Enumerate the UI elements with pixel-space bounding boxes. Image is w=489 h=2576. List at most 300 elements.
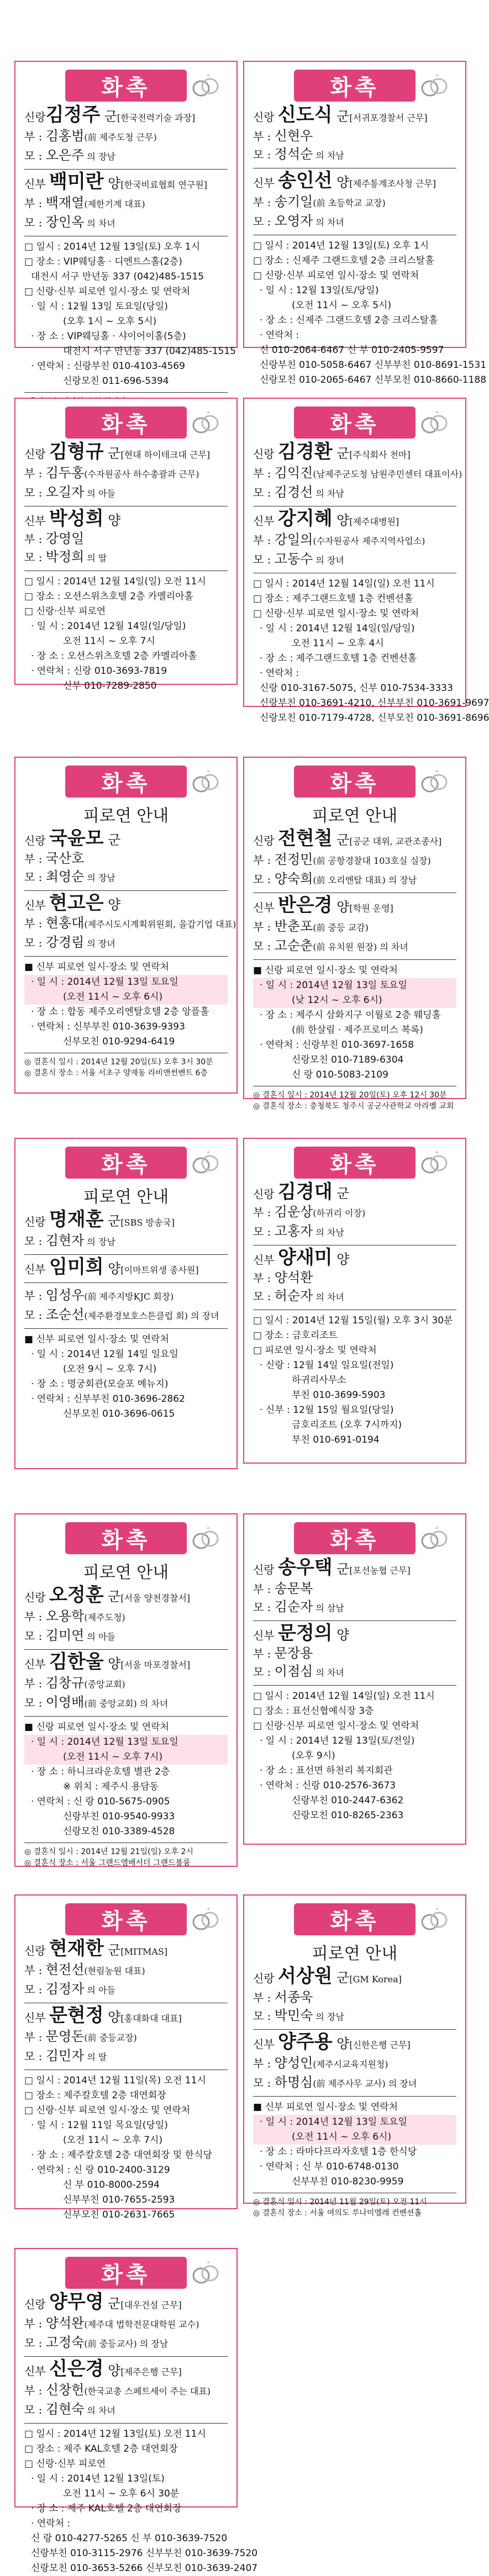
- parent-name: 김현자: [45, 1233, 85, 1248]
- family-role: 부 :: [253, 130, 275, 143]
- family-role: 부 :: [24, 917, 46, 930]
- event-info-line: 하귀리사무소: [292, 1375, 346, 1386]
- wedding-rings-icon: [419, 1905, 450, 1933]
- family-detail: (제주도청): [84, 1612, 125, 1623]
- event-info-line: □ 장소 : 제주칼호텔 2층 대연회장: [24, 2090, 166, 2101]
- couple-name: 양새미: [278, 1247, 333, 1269]
- event-info-line: ■ 신랑 피로연 일시·장소 및 연락처: [253, 965, 398, 976]
- family-role: 신부: [253, 176, 278, 189]
- event-info-line: □ 일시 : 2014년 12월 13일(토) 오후 1시: [253, 240, 429, 251]
- family-detail: 의 차남: [313, 150, 344, 161]
- event-info-line: □ 장소 : 신제주 그랜드호텔 2층 크리스탈홀: [253, 255, 434, 266]
- event-info-line: (오전 11시 ~ 오후 7시): [24, 1750, 228, 1765]
- couple-suffix: 군: [332, 109, 350, 124]
- event-info-line: 신랑모친 010-2065-6467 신부모친 010-8660-1188: [260, 374, 487, 386]
- notice-header-badge: [294, 1903, 416, 1935]
- family-detail: [신한은행 근무]: [349, 2040, 411, 2050]
- family-detail: (제주대 법학전문대학원 교수): [84, 2319, 199, 2330]
- notice-header-badge: [65, 407, 187, 439]
- event-info-line: ■ 신부 피로연 일시·장소 및 연락처: [24, 962, 169, 973]
- couple-name: 문정의: [278, 1622, 333, 1644]
- family-role: 모 :: [253, 2076, 275, 2089]
- couple-suffix: 군: [103, 1213, 121, 1229]
- parent-name: 양석완: [45, 2315, 85, 2331]
- family-line: [253, 1598, 456, 1617]
- family-role: 모 :: [253, 215, 275, 228]
- couple-name: 현재한: [49, 1938, 104, 1960]
- family-line: [253, 851, 456, 870]
- couple-suffix: 군: [103, 2296, 121, 2311]
- wedding-notice-card: [14, 61, 238, 387]
- family-role: 모 :: [253, 873, 275, 886]
- family-detail: 의 차녀: [313, 217, 344, 228]
- wedding-rings-icon: [419, 409, 450, 436]
- family-line: [24, 106, 228, 127]
- couple-suffix: 양: [332, 1627, 350, 1643]
- notice-header-badge: [65, 1903, 187, 1935]
- family-line: [253, 510, 456, 531]
- couple-name: 국윤모: [49, 827, 104, 849]
- family-detail: (하귀리 이장): [313, 1208, 366, 1218]
- parent-name: 고동수: [274, 551, 313, 567]
- family-line: [24, 127, 228, 146]
- couple-name: 현고은: [49, 892, 104, 914]
- family-detail: (수자원공사 하수총괄과 근무): [84, 469, 199, 479]
- family-role: 신부: [24, 899, 49, 912]
- event-info-line: (오전 11시 ~ 오후 6시): [253, 2130, 456, 2145]
- family-role: 모 :: [253, 1225, 275, 1238]
- event-info-line: 부친 010-3699-5903: [292, 1390, 386, 1401]
- footnote: ◎ 결혼식 일시 : 2014년 11월 29일(토) 오전 11시: [253, 2198, 427, 2207]
- divider: [24, 2356, 228, 2357]
- family-line: [24, 213, 228, 233]
- parent-name: 고정숙: [45, 2335, 85, 2350]
- event-info-line: 신부모친 010-2631-7665: [63, 2209, 175, 2220]
- couple-suffix: 군: [100, 109, 118, 124]
- family-detail: (제주환경보호스튼클럽 회) 의 장녀: [84, 1311, 219, 1321]
- family-role: 모 :: [253, 1665, 275, 1678]
- couple-name: 김경환: [278, 441, 333, 463]
- family-role: 부 :: [253, 1271, 275, 1285]
- family-line: [253, 1183, 456, 1203]
- divider: [253, 1685, 456, 1686]
- family-line: [24, 1258, 228, 1279]
- family-line: [24, 1306, 228, 1325]
- family-role: 모 :: [24, 2403, 46, 2416]
- family-role: 모 :: [24, 1696, 46, 1709]
- family-line: [24, 2314, 228, 2334]
- family-line: [24, 849, 228, 868]
- event-info-line: □ 장소 : 오션스위츠호텔 2층 카멜리아홀: [24, 591, 193, 602]
- parent-name: 신창헌: [45, 2382, 85, 2398]
- parent-name: 송기일: [274, 194, 313, 209]
- family-role: 신부: [24, 514, 49, 527]
- family-detail: 의 삼남: [313, 1603, 344, 1613]
- divider: [24, 1254, 228, 1255]
- family-role: 신부: [253, 1253, 278, 1266]
- family-detail: 의 장녀: [313, 555, 344, 566]
- couple-name: 김경대: [278, 1181, 333, 1203]
- event-info-line: · 연락처 : 신랑 010-2576-3673: [260, 1780, 396, 1791]
- couple-name: 명재훈: [49, 1208, 104, 1231]
- event-info-line: 대전시 서구 만년동 337 (042)485-1515: [63, 346, 236, 357]
- family-line: [253, 1624, 456, 1644]
- family-role: 부 :: [253, 1647, 275, 1660]
- family-role: 모 :: [24, 1234, 46, 1248]
- couple-name: 백미란: [49, 171, 104, 193]
- parent-name: 김경선: [274, 484, 313, 500]
- divider: [253, 1620, 456, 1621]
- family-role: 모 :: [253, 553, 275, 566]
- notice-header-badge: [65, 766, 187, 798]
- family-detail: [이마트위생 종사원]: [120, 1265, 199, 1275]
- badge-text: 화촉: [101, 770, 151, 796]
- event-info-line: · 장 소 : 제주시 삼화지구 이월로 2층 웨딩홀: [260, 1010, 441, 1021]
- family-detail: 의 아들: [84, 1985, 115, 1996]
- family-line: [24, 548, 228, 567]
- event-info-line: · 신부 : 12월 15일 월요일(당일): [260, 1405, 394, 1416]
- family-detail: [학원 운영]: [349, 903, 393, 914]
- family-line: [253, 827, 456, 851]
- family-role: 모 :: [24, 2050, 46, 2063]
- family-detail: [주식회사 천마]: [349, 450, 411, 460]
- family-line: [24, 1693, 228, 1713]
- family-line: [24, 2334, 228, 2353]
- couple-suffix: 양: [332, 1252, 350, 1267]
- family-detail: 의 차녀: [84, 2405, 115, 2416]
- badge-text: 화촉: [101, 1527, 151, 1553]
- notice-header-badge: [65, 2257, 187, 2289]
- event-info-line: (오전 11시 ~ 오후 6시): [24, 990, 228, 1005]
- event-info-line: · 연락처 :: [31, 2518, 71, 2529]
- divider: [253, 2029, 456, 2030]
- event-info-line: □ 일시 : 2014년 12월 14일(일) 오전 11시: [253, 1691, 435, 1702]
- family-line: [253, 531, 456, 550]
- couple-suffix: 군: [103, 1942, 121, 1958]
- family-line: [24, 483, 228, 503]
- family-role: 부 :: [253, 1206, 275, 1219]
- wedding-notice-card: [14, 2248, 258, 2574]
- family-role: 신랑: [24, 1591, 49, 1604]
- wedding-notice-card: [243, 1138, 466, 1464]
- family-role: 모 :: [253, 2009, 275, 2023]
- event-info-line: □ 장소 : 제주그랜드호텔 1층 컨벤션홀: [253, 593, 413, 604]
- event-info-line: □ 일시 : 2014년 12월 15일(월) 오후 3시 30분: [253, 1315, 453, 1326]
- family-line: [253, 1556, 456, 1580]
- wedding-rings-icon: [419, 1524, 450, 1552]
- wedding-rings-icon: [419, 1149, 450, 1176]
- family-line: [24, 2360, 228, 2381]
- family-line: [24, 933, 228, 953]
- event-info-line: · 장 소 : 표선면 하천리 복지회관: [260, 1765, 393, 1776]
- family-role: 모 :: [24, 2336, 46, 2350]
- badge-text: 화촉: [330, 411, 380, 437]
- family-role: 신랑: [24, 834, 49, 847]
- event-info-line: □ 장소 : 금호리조트: [253, 1330, 338, 1341]
- family-line: [24, 173, 228, 194]
- family-detail: [서귀포경찰서 근무]: [349, 113, 428, 123]
- event-info-line: □ 일시 : 2014년 12월 14일(일) 오전 11시: [253, 578, 435, 589]
- badge-text: 화촉: [101, 75, 151, 101]
- family-role: 신랑: [24, 1215, 49, 1228]
- event-info-line: 오전 11시 ~ 오후 6시 30분: [63, 2488, 180, 2499]
- family-line: [253, 172, 456, 193]
- event-info-line: 신랑모친 010-8265-2363: [292, 1810, 404, 1821]
- notice-header-badge: [65, 70, 187, 102]
- event-info-line: · 일 시 : 2014년 12월 14일(일/당일): [260, 623, 415, 634]
- event-info-line: □ 신랑·신부 피로연: [24, 2458, 106, 2469]
- family-detail: 의 장남: [313, 2012, 344, 2022]
- wedding-notice-card: [243, 1513, 466, 1845]
- wedding-notice-card: [243, 757, 466, 1111]
- reception-notice-title: 피로연 안내: [83, 1187, 169, 1207]
- event-info-line: · 장 소 : 라마다프라자호텔 1층 한식당: [260, 2146, 417, 2157]
- family-role: 부 :: [253, 467, 275, 480]
- parent-name: 김창규: [45, 1675, 85, 1691]
- family-detail: (前 중등교장): [84, 2033, 137, 2043]
- family-role: 신랑: [253, 110, 278, 124]
- couple-suffix: 군: [103, 832, 121, 848]
- parent-name: 김현숙: [45, 2401, 85, 2417]
- parent-name: 백재열: [45, 195, 85, 210]
- event-info-line: · 장 소 : 제주그랜드호텔 1층 컨벤션홀: [260, 653, 417, 664]
- event-info-line: (낮 12시 ~ 오후 6시): [253, 993, 456, 1008]
- divider: [24, 1716, 228, 1717]
- notice-header-badge: [294, 766, 416, 798]
- couple-name: 반은경: [278, 894, 333, 916]
- family-line: [253, 145, 456, 165]
- family-line: [253, 443, 456, 464]
- couple-suffix: 군: [103, 1589, 121, 1604]
- event-info-line: 신랑모친 010-3653-5266 신부모친 010-3639-2407: [31, 2563, 258, 2574]
- couple-name: 신은경: [49, 2358, 104, 2380]
- family-line: [24, 1653, 228, 1674]
- family-line: [253, 2073, 456, 2093]
- event-info-line: · 신랑 : 12월 14일 일요일(전일): [260, 1360, 394, 1371]
- family-role: 신랑: [253, 1972, 278, 1985]
- family-role: 신부: [253, 1629, 278, 1642]
- family-line: [24, 146, 228, 166]
- family-role: 신부: [253, 2037, 278, 2051]
- couple-name: 임미희: [49, 1256, 104, 1278]
- event-info-line: □ 일시 : 2014년 12월 14일(일) 오전 11시: [24, 576, 206, 587]
- event-info-line: 신랑모친 011-696-5394: [63, 376, 169, 387]
- parent-name: 오용학: [45, 1608, 85, 1624]
- parent-name: 오영자: [274, 213, 313, 229]
- footnote: ◎ 결혼식 장소 : 서울 서초구 양재동 라비앤썬벤트 6층: [24, 1069, 208, 1078]
- family-line: [253, 106, 456, 127]
- reception-notice-title: 피로연 안내: [83, 806, 169, 826]
- family-line: [24, 530, 228, 548]
- couple-suffix: 양: [332, 899, 350, 915]
- parent-name: 박정희: [45, 549, 85, 564]
- family-role: 부 :: [253, 853, 275, 867]
- family-detail: [대우건설 근무]: [120, 2300, 182, 2310]
- family-detail: 의 장남: [84, 151, 115, 162]
- family-line: [24, 894, 228, 914]
- family-line: [24, 914, 236, 933]
- family-detail: [홍대화대 대표]: [120, 2013, 182, 2024]
- footnote: ◎ 결혼식 일시 : 2014년 12월 20일(토) 오후 3시 30분: [24, 1058, 213, 1067]
- couple-suffix: 군: [332, 1970, 350, 1986]
- event-info-line: · 연락처 : 신랑 010-3693-7819: [31, 666, 167, 677]
- wedding-rings-icon: [419, 768, 450, 795]
- couple-suffix: 양: [332, 2036, 350, 2051]
- family-line: [24, 827, 228, 849]
- wedding-notice-card: [14, 398, 238, 691]
- family-role: 신부: [253, 514, 278, 527]
- family-detail: 의 딸: [84, 2052, 107, 2062]
- event-info-line: 신랑모친 010-3389-4528: [63, 1826, 175, 1837]
- family-detail: (前 오리엔탈 대표) 의 장남: [313, 875, 417, 885]
- event-info-line: · 장 소 : 제주칼호텔 2층 대연회장 및 한식당: [31, 2150, 212, 2161]
- event-info-line: 금호리조트 (오후 7시까지): [292, 1419, 402, 1430]
- couple-suffix: 양: [103, 1656, 121, 1671]
- family-line: [24, 2004, 228, 2028]
- divider: [24, 1328, 228, 1329]
- couple-suffix: 양: [103, 1261, 121, 1276]
- event-info-line: □ 신랑·신부 피로연: [24, 606, 106, 617]
- family-line: [24, 1980, 228, 1999]
- parent-name: 김홍범: [45, 128, 85, 144]
- event-info-line: · 일 시 : 12월 11일 목요일(당일): [31, 2120, 168, 2131]
- parent-name: 조순선: [45, 1307, 85, 1322]
- family-line: [253, 193, 456, 212]
- footnote: ◎ 결혼식 장소 : 충청북도 청주시 공군사관학교 아라벨 교회: [253, 1102, 454, 1111]
- parent-name: 고순춘: [274, 938, 313, 953]
- event-info-line: · 장 소 : 제주 KAL호텔 2층 대연회장: [31, 2503, 182, 2514]
- couple-name: 양무영: [49, 2291, 104, 2313]
- notice-header-badge: [65, 1522, 187, 1554]
- divider: [24, 890, 228, 891]
- family-line: [253, 2007, 456, 2026]
- notice-header-badge: [294, 1522, 416, 1554]
- family-role: 부 :: [24, 130, 46, 143]
- badge-text: 화촉: [330, 1908, 380, 1934]
- family-detail: [한국전력기술 과장]: [117, 113, 196, 123]
- family-detail: [서울 양천경찰서]: [120, 1593, 191, 1603]
- badge-text: 화촉: [101, 411, 151, 437]
- family-role: 모 :: [24, 216, 46, 229]
- event-info-line: · 일 시 : 2014년 12월 14일(일/당일): [31, 621, 186, 632]
- family-line: [24, 1940, 228, 1961]
- event-info-line: · 연락처 : 신랑부친 010-3697-1658: [260, 1039, 414, 1051]
- family-detail: (前 중앙교회) 의 차녀: [84, 1698, 169, 1709]
- parent-name: 이점심: [274, 1664, 313, 1679]
- family-line: [24, 1232, 228, 1251]
- couple-name: 송인선: [278, 170, 333, 192]
- family-detail: 의 차녀: [313, 1667, 344, 1678]
- parent-name: 현홍대: [45, 915, 85, 931]
- event-info-line: 신랑모친 010-7179-4728, 신부모친 010-3691-8696: [260, 712, 489, 724]
- event-info-line: · 장 소 : 오션스위츠호텔 2층 카멜리아홀: [31, 651, 197, 662]
- event-info-line: 신랑부친 010-3691-4210, 신부부친 010-3691-9697: [260, 698, 489, 709]
- family-role: 신랑: [253, 1187, 278, 1201]
- family-detail: 의 딸: [84, 553, 107, 563]
- parent-name: 오은주: [45, 147, 85, 163]
- family-detail: 의 차녀: [84, 218, 115, 229]
- family-detail: 의 차남: [313, 488, 344, 499]
- wedding-rings-icon: [419, 72, 450, 99]
- family-line: [253, 1203, 456, 1222]
- reception-notice-title: 피로연 안내: [83, 1563, 169, 1582]
- wedding-notice-card: [243, 1894, 466, 2218]
- event-info-line: 신부부친 010-8230-9959: [292, 2176, 404, 2187]
- event-info-line: □ 일시 : 2014년 12월 13일(토) 오후 1시: [24, 241, 201, 252]
- divider: [24, 2423, 228, 2424]
- family-role: 부 :: [253, 2057, 275, 2070]
- parent-name: 김익진: [274, 465, 313, 481]
- family-line: [24, 2028, 228, 2047]
- parent-name: 오길자: [45, 484, 85, 500]
- wedding-notice-card: [243, 398, 489, 724]
- parent-name: 강영일: [45, 531, 85, 546]
- family-line: [253, 1644, 456, 1662]
- couple-suffix: 양: [103, 2009, 121, 2025]
- family-line: [24, 2293, 228, 2314]
- notice-header-badge: [294, 407, 416, 439]
- event-info-line: ■ 신랑 피로연 일시·장소 및 연락처: [24, 1722, 169, 1733]
- event-info-line: · 연락처 : 신부부친 010-3696-2862: [31, 1393, 185, 1405]
- event-info-line: · 연락처 :: [260, 330, 299, 341]
- family-line: [24, 1586, 228, 1607]
- family-role: 모 :: [253, 148, 275, 161]
- parent-name: 박민숙: [274, 2008, 313, 2023]
- couple-name: 문현정: [49, 2004, 104, 2026]
- event-info-line: · 장 소 : 신제주 그랜드호텔 2층 크리스탈홀: [260, 315, 438, 326]
- parent-name: 김정자: [45, 1981, 85, 1997]
- footnote: ◎ 결혼식 일시 : 2014년 12월 21일(일) 오후 2시: [24, 1847, 193, 1856]
- wedding-notice-card: [14, 757, 238, 1094]
- family-line: [253, 483, 456, 503]
- event-info-line: · 연락처 :: [260, 668, 299, 679]
- footnote: ◎ 결혼식 장소 : 서울 그랜드앰배서더 그랜드볼룸: [24, 1859, 191, 1867]
- family-line: [24, 2381, 228, 2400]
- couple-suffix: 양: [103, 2363, 121, 2378]
- event-info-line: · 일 시 : 2014년 12월 13일 토요일: [24, 1735, 228, 1750]
- family-role: 모 :: [24, 936, 46, 949]
- family-role: 신랑: [24, 2298, 49, 2311]
- family-detail: (제한기계 대표): [84, 199, 145, 209]
- wedding-rings-icon: [190, 768, 221, 795]
- parent-name: 허순자: [274, 1288, 313, 1303]
- family-role: 부 :: [24, 852, 46, 865]
- family-line: [253, 464, 462, 483]
- family-detail: 의 차남: [313, 1227, 344, 1238]
- event-info-line: · 일 시 : 2014년 12월 13일(토/전일): [260, 1735, 415, 1746]
- family-detail: [포선농협 근무]: [349, 1565, 411, 1576]
- family-role: 부 :: [24, 2317, 46, 2330]
- couple-name: 김한울: [49, 1651, 104, 1673]
- event-info-line: · 장 소 : 하니크라운호텔 별관 2층: [31, 1766, 170, 1777]
- family-detail: (前 제주도청 근무): [84, 132, 157, 142]
- event-info-line: 대전시 서구 만년동 337 (042)485-1515: [31, 271, 204, 282]
- event-info-line: 오전 11시 ~ 오후 4시: [292, 638, 384, 649]
- parent-name: 전정민: [274, 852, 313, 867]
- event-info-line: □ 장소 : 제주 KAL호텔 2층 대연회장: [24, 2443, 178, 2454]
- family-detail: [제주은행 근무]: [120, 2367, 182, 2377]
- couple-name: 박성희: [49, 508, 104, 530]
- family-detail: [서울 마포경찰서]: [120, 1660, 191, 1670]
- family-detail: (前 공항경찰대 103호실 실장): [313, 856, 431, 866]
- family-line: [253, 896, 456, 917]
- family-line: [253, 550, 456, 569]
- wedding-rings-icon: [190, 409, 221, 436]
- event-info-line: · 일 시 : 2014년 12월 13일 토요일: [253, 978, 456, 993]
- event-info-line: · 연락처 : 신부부친 010-3639-9393: [31, 1021, 185, 1032]
- family-detail: (현림농원 대표): [84, 1966, 145, 1976]
- event-info-line: · 일 시 : 12월 13일(토/당일): [260, 285, 379, 296]
